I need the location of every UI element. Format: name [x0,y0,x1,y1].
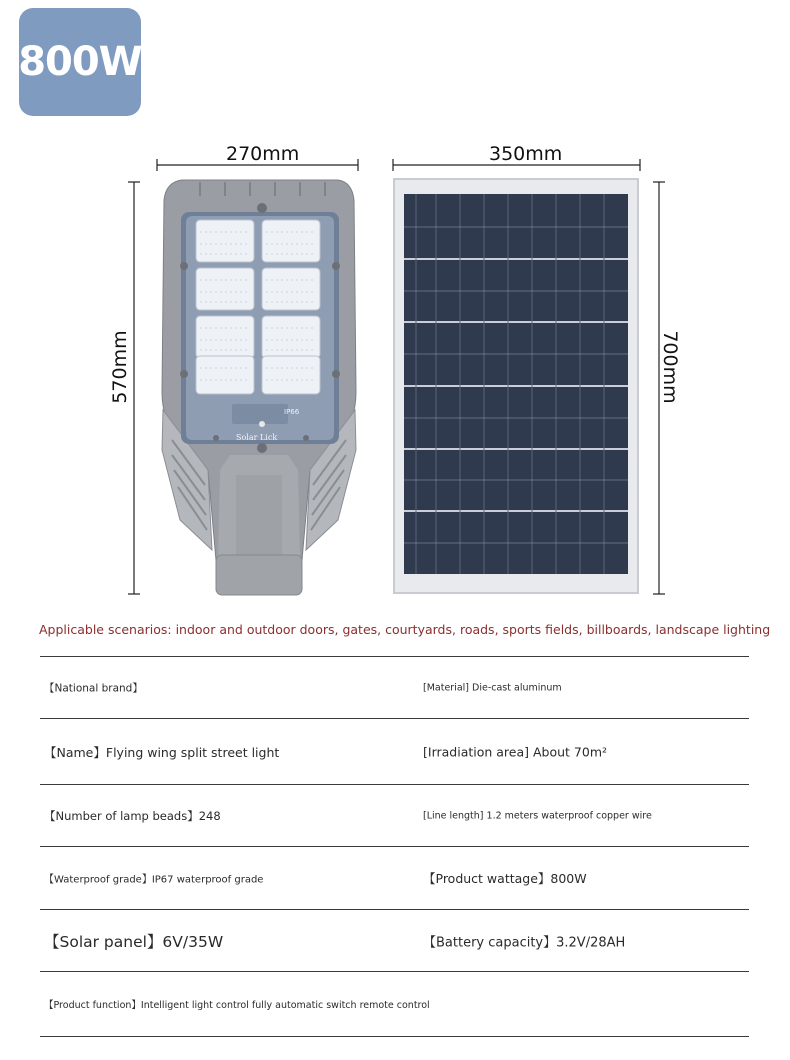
applicable-scenarios: Applicable scenarios: indoor and outdoor doors, gates, courtyards, roads, sports fields, billboards, landscape lighting [39,622,771,637]
lamp-brand-text: Solar Lick [236,433,278,442]
lamp-height-label: 570mm [109,330,131,404]
spec-waterproof-grade: 【Waterproof grade】IP67 waterproof grade [44,874,264,886]
spec-row [40,971,749,1037]
spec-row [40,656,749,718]
street-lamp [162,180,356,595]
panel-height-label: 700mm [659,330,681,404]
ip-rating-label: IP66 [284,408,300,416]
spec-product-function: 【Product function】Intelligent light control fully automatic switch remote control [44,1000,430,1011]
spec-product-wattage: 【Product wattage】800W [423,871,587,886]
spec-battery-capacity: 【Battery capacity】3.2V/28AH [423,935,626,950]
spec-material: [Material] Die-cast aluminum [423,682,562,693]
spec-name: 【Name】Flying wing split street light [44,744,280,760]
wattage-badge: 800W [19,8,141,116]
spec-irradiation-area: [Irradiation area] About 70m² [423,744,608,759]
spec-lamp-beads: 【Number of lamp beads】248 [44,808,221,823]
panel-width-label: 350mm [489,143,563,165]
spec-table [40,656,749,1037]
solar-panel [394,179,638,593]
spec-national-brand: 【National brand】 [44,682,143,694]
spec-row [40,718,749,784]
spec-row [40,846,749,909]
lamp-width-label: 270mm [226,143,300,165]
spec-line-length: [Line length] 1.2 meters waterproof copper wire [423,810,652,821]
spec-row [40,909,749,971]
spec-row [40,784,749,846]
spec-solar-panel: 【Solar panel】6V/35W [44,932,224,951]
